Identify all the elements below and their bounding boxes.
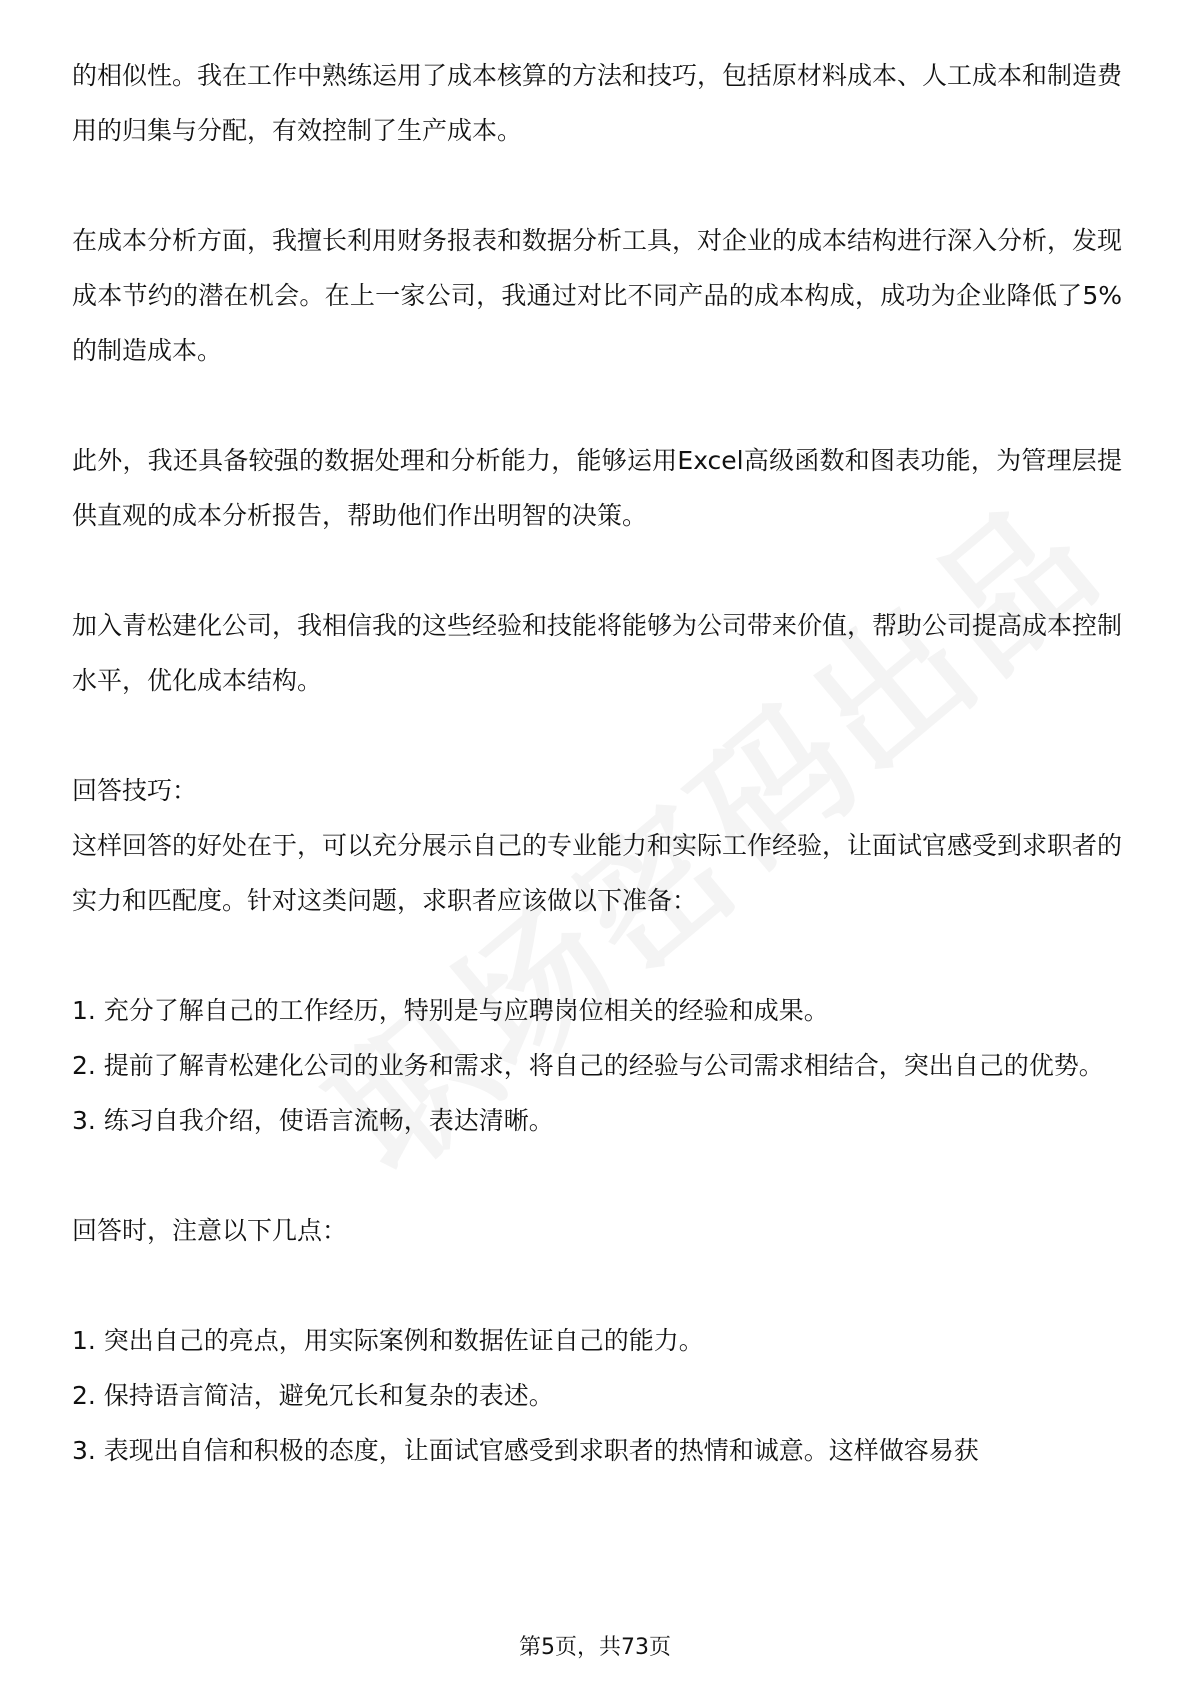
paragraph-join-company: 加入青松建化公司，我相信我的这些经验和技能将能够为公司带来价值，帮助公司提高成本控制水平，优化成本结构。: [72, 611, 1123, 695]
list-item: 3. 练习自我介绍，使语言流畅，表达清晰。: [72, 1106, 554, 1135]
tips-list: [72, 983, 1122, 1148]
list-item: 2. 提前了解青松建化公司的业务和需求，将自己的经验与公司需求相结合，突出自己的优势。: [72, 1051, 1104, 1080]
paragraph-data-skills: 此外，我还具备较强的数据处理和分析能力，能够运用Excel高级函数和图表功能，为管理层提供直观的成本分析报告，帮助他们作出明智的决策。: [72, 446, 1122, 530]
tips-section: [72, 763, 1122, 928]
notes-heading: 回答时，注意以下几点：: [72, 1216, 348, 1245]
document-body: [72, 48, 1122, 1478]
list-item: 1. 充分了解自己的工作经历，特别是与应聘岗位相关的经验和成果。: [72, 996, 829, 1025]
page-number: 第5页，共73页: [519, 1635, 671, 1660]
paragraph-cost-accounting: 的相似性。我在工作中熟练运用了成本核算的方法和技巧，包括原材料成本、人工成本和制造费用的归集与分配，有效控制了生产成本。: [72, 61, 1123, 145]
tips-heading: 回答技巧：: [72, 776, 198, 805]
notes-heading-block: [72, 1203, 1122, 1258]
tips-intro: 这样回答的好处在于，可以充分展示自己的专业能力和实际工作经验，让面试官感受到求职者的实力和匹配度。针对这类问题，求职者应该做以下准备：: [72, 831, 1123, 915]
list-item: 1. 突出自己的亮点，用实际案例和数据佐证自己的能力。: [72, 1326, 704, 1355]
list-item: 2. 保持语言简洁，避免冗长和复杂的表述。: [72, 1381, 554, 1410]
notes-list: [72, 1313, 1122, 1478]
paragraph-cost-analysis: 在成本分析方面，我擅长利用财务报表和数据分析工具，对企业的成本结构进行深入分析，发现成本节约的潜在机会。在上一家公司，我通过对比不同产品的成本构成，成功为企业降低了5%的制造成本。: [72, 226, 1123, 365]
list-item: 3. 表现出自信和积极的态度，让面试官感受到求职者的热情和诚意。这样做容易获: [72, 1436, 979, 1465]
